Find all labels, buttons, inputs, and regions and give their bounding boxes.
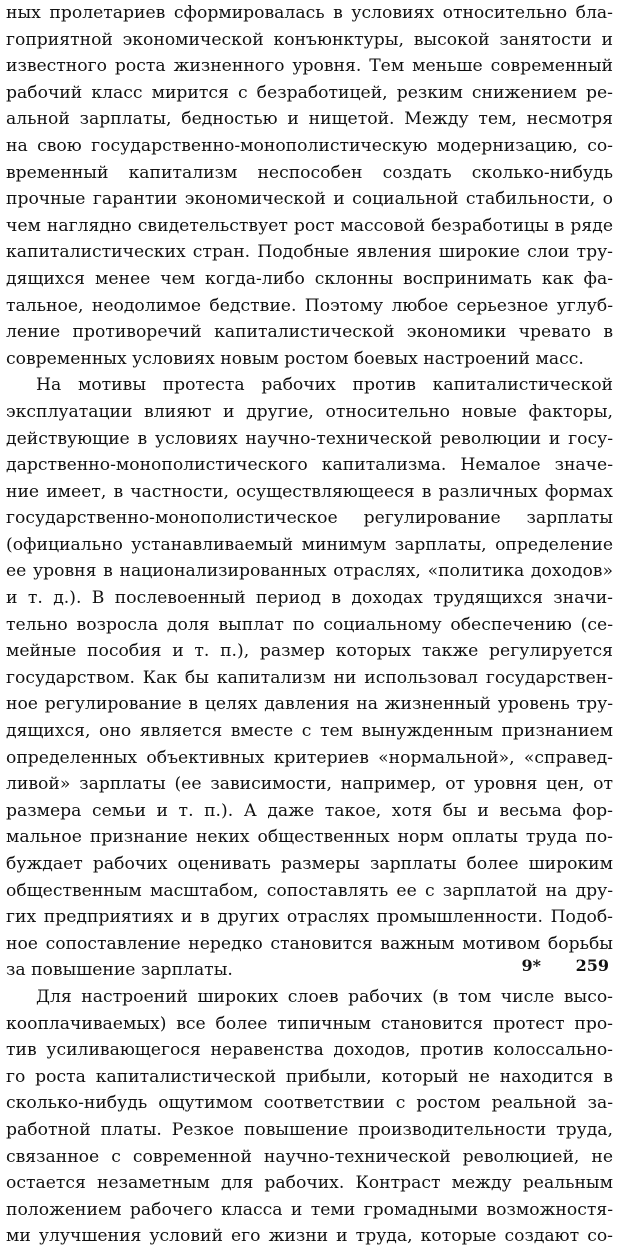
- text-line: ное сопоставление нередко становится важным мотивом борьбы: [6, 933, 613, 954]
- text-line: капиталистических стран. Подобные явления широкие слои тру-: [6, 242, 613, 263]
- signature-mark: 9*: [521, 956, 541, 975]
- text-line: тив усиливающегося неравенства доходов, против колоссально-: [6, 1040, 613, 1061]
- text-line: ее уровня в национализированных отраслях, «политика доходов»: [6, 561, 613, 582]
- text-line: мальное признание неких общественных норм оплаты труда по-: [6, 827, 613, 848]
- text-line: рабочий класс мирится с безработицей, резким снижением ре-: [6, 82, 613, 103]
- text-line: (официально устанавливаемый минимум зарплаты, определение: [6, 534, 613, 555]
- paragraph: [6, 372, 613, 984]
- text-line: определенных объективных критериев «нормальной», «справед-: [6, 747, 613, 768]
- text-line: связанное с современной научно-технической революцией, не: [6, 1146, 613, 1167]
- text-line: размера семьи и т. п.). А даже такое, хотя бы и весьма фор-: [6, 800, 613, 821]
- text-line: на свою государственно-монополистическую модернизацию, со-: [6, 135, 613, 156]
- text-line: дящихся, оно является вместе с тем вынужденным признанием: [6, 721, 613, 742]
- text-line: дящихся менее чем когда-либо склонны воспринимать как фа-: [6, 268, 613, 289]
- text-line: ное регулирование в целях давления на жизненный уровень тру-: [6, 694, 613, 715]
- text-line: гих предприятиях и в других отраслях промышленности. Подоб-: [6, 907, 613, 928]
- text-line: государственно-монополистическое регулирование зарплаты: [6, 508, 613, 529]
- text-line: дарственно-монополистического капитализма. Немалое значе-: [6, 455, 613, 476]
- paragraph: [6, 984, 613, 1250]
- page-number: 259: [575, 956, 609, 975]
- text-line: общественным масштабом, сопоставлять ее с зарплатой на дру-: [6, 880, 613, 901]
- text-line: ных пролетариев сформировалась в условиях относительно бла-: [6, 3, 613, 23]
- text-line: положением рабочего класса и теми громадными возможностя-: [6, 1199, 613, 1220]
- text-line: государством. Как бы капитализм ни использовал государствен-: [6, 667, 613, 688]
- text-line: мейные пособия и т. п.), размер которых также регулируется: [6, 641, 613, 662]
- text-line: современных условиях новым ростом боевых настроений масс.: [6, 348, 584, 369]
- text-line: На мотивы протеста рабочих против капиталистической: [36, 375, 613, 396]
- text-line: тельно возросла доля выплат по социальному обеспечению (се-: [6, 614, 613, 635]
- text-line: остается незаметным для рабочих. Контраст между реальным: [6, 1173, 613, 1194]
- text-line: работной платы. Резкое повышение производительности труда,: [6, 1119, 613, 1140]
- text-line: сколько-нибудь ощутимом соответствии с ростом реальной за-: [6, 1093, 613, 1114]
- text-line: ливой» зарплаты (ее зависимости, например, от уровня цен, от: [6, 774, 613, 795]
- text-line: ление противоречий капиталистической экономики чревато в: [6, 322, 613, 343]
- text-line: ми улучшения условий его жизни и труда, которые создают со-: [6, 1226, 613, 1247]
- paragraph: [6, 0, 613, 372]
- text-line: и т. д.). В послевоенный период в доходах трудящихся значи-: [6, 588, 613, 609]
- text-line: чем наглядно свидетельствует рост массовой безработицы в ряде: [6, 215, 613, 236]
- text-line: кооплачиваемых) все более типичным становится протест про-: [6, 1013, 613, 1034]
- page-footer: [0, 956, 613, 980]
- text-line: Для настроений широких слоев рабочих (в том числе высо-: [36, 986, 613, 1007]
- text-line: эксплуатации влияют и другие, относительно новые факторы,: [6, 401, 613, 422]
- text-line: прочные гарантии экономической и социальной стабильности, о: [6, 189, 613, 210]
- text-line: го роста капиталистической прибыли, который не находится в: [6, 1066, 613, 1087]
- text-line: буждает рабочих оценивать размеры зарплаты более широким: [6, 854, 613, 874]
- text-line: известного роста жизненного уровня. Тем меньше современный: [6, 56, 613, 77]
- text-line: действующие в условиях научно-технической революции и госу-: [6, 428, 613, 449]
- text-line: временный капитализм неспособен создать сколько-нибудь: [6, 162, 613, 183]
- text-line: альной зарплаты, бедностью и нищетой. Между тем, несмотря: [6, 109, 613, 130]
- text-line: за повышение зарплаты.: [6, 960, 233, 981]
- text-body: [6, 0, 613, 1250]
- text-line: гоприятной экономической конъюнктуры, высокой занятости и: [6, 29, 613, 50]
- text-line: тальное, неодолимое бедствие. Поэтому любое серьезное углуб-: [6, 295, 613, 316]
- text-line: ние имеет, в частности, осуществляющееся в различных формах: [6, 481, 613, 502]
